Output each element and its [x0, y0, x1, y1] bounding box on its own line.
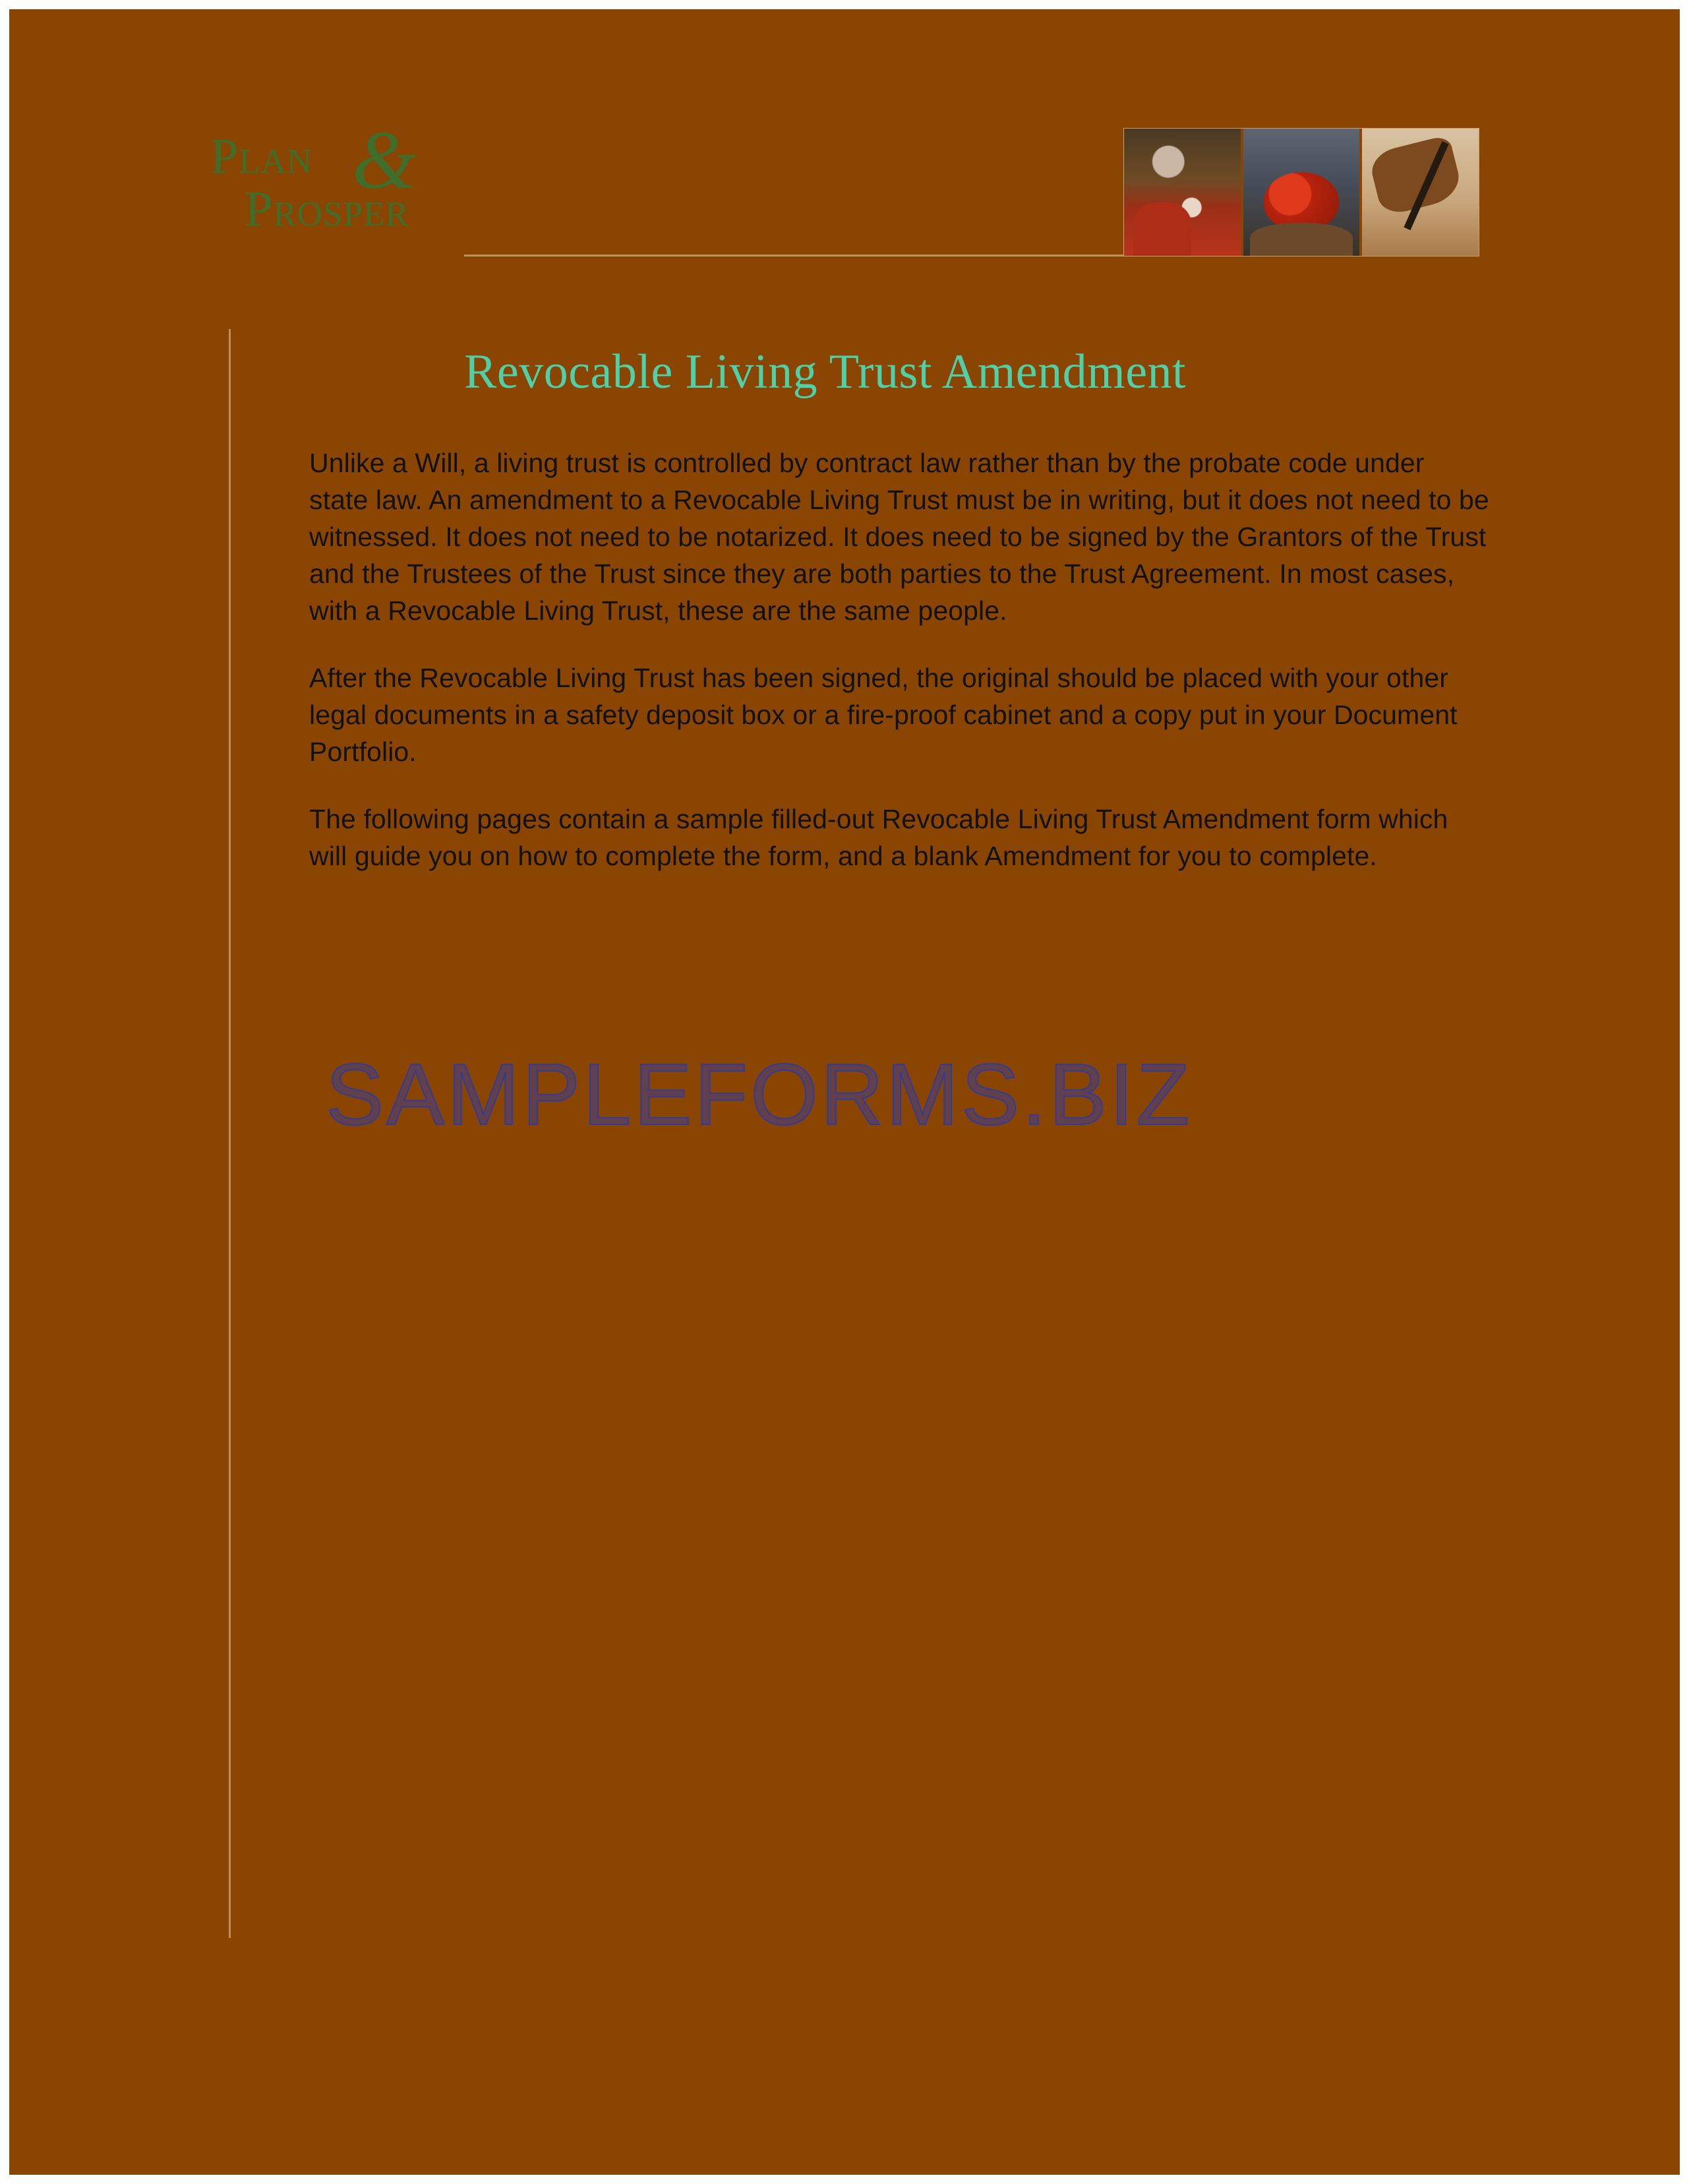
header-photo-strip: [1123, 128, 1479, 257]
paragraph-1: Unlike a Will, a living trust is controlled by contract law rather than by the probate code under state law. An amendment to a Revocable Living Trust must be in writing, but it does not need to be witnessed. It does not need to be notarized. It does need to be signed by the Grantors of the Trust and the Trustees of the Trust since they are both parties to the Trust Agreement. In most cases, with a Revocable Living Trust, these are the same people.: [309, 448, 1489, 626]
paragraph-3: The following pages contain a sample filled-out Revocable Living Trust Amendment form which will guide you on how to complete the form, and a blank Amendment for you to complete.: [309, 804, 1448, 871]
hands-holding-red-apples-photo: [1243, 129, 1360, 256]
elderly-man-with-child-photo: [1124, 129, 1241, 256]
brand-logo-line2: Prosper: [245, 181, 409, 237]
hand-signing-document-photo: [1362, 129, 1479, 256]
body-content: [309, 444, 1489, 905]
page-header: [9, 9, 1680, 286]
brand-logo-line1: Plan: [210, 129, 313, 184]
brand-logo-ampersand: &: [352, 115, 417, 206]
watermark: SAMPLEFORMS.BIZ: [326, 1046, 1193, 1143]
paragraph-2: After the Revocable Living Trust has been signed, the original should be placed with your other legal documents in a safety deposit box or a fire-proof cabinet and a copy put in your Document Portfolio.: [309, 663, 1458, 767]
brand-logo: [210, 115, 487, 257]
page-title: Revocable Living Trust Amendment: [464, 345, 1187, 399]
left-vertical-rule: [229, 329, 231, 1938]
header-divider: [464, 255, 1123, 257]
